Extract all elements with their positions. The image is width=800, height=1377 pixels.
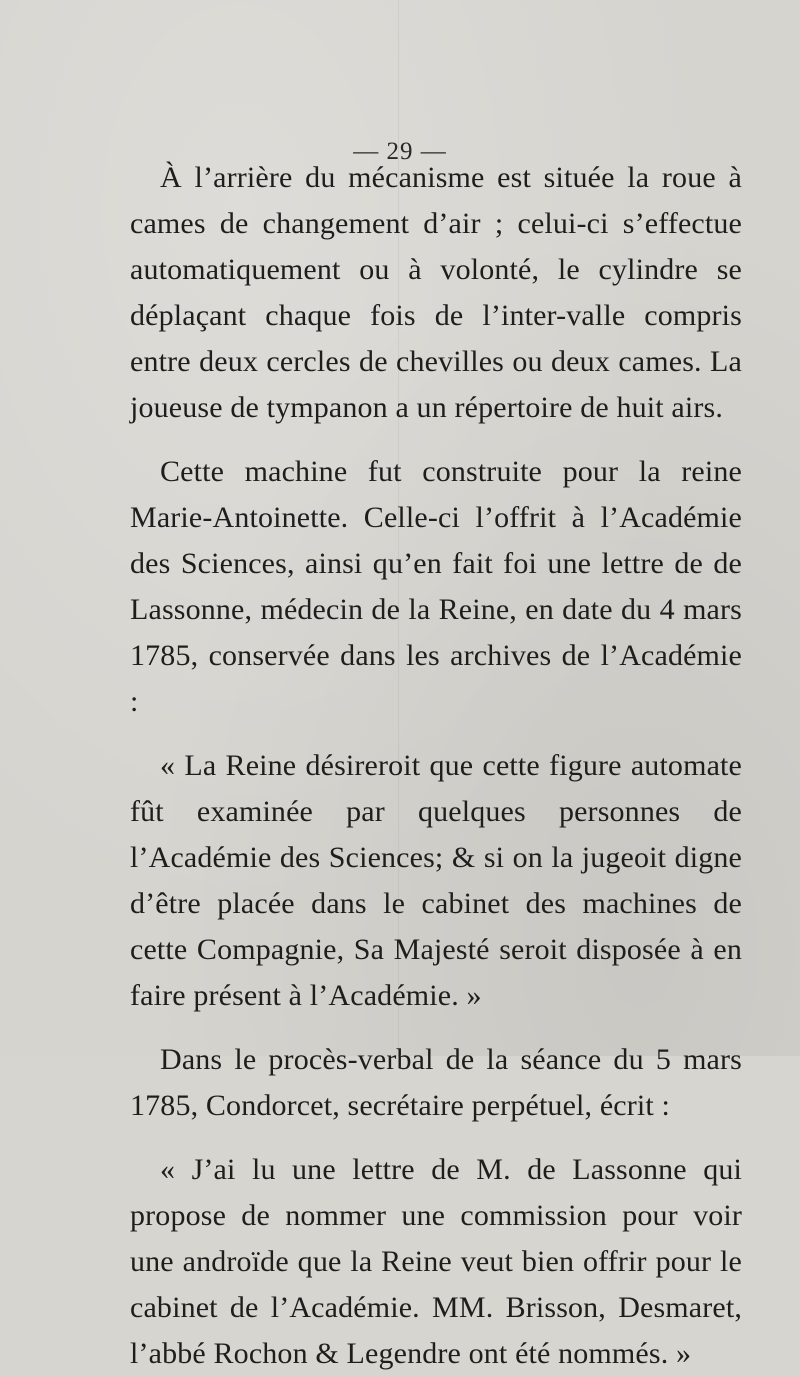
paragraph-letter-quote: « La Reine désireroit que cette figure automate fût examinée par quelques personnes de l’Académie des Sciences; & si on la jugeoit digne d’être placée dans le cabinet des machines de cette Compagnie, Sa Majesté seroit disposée à en faire présent à l’Académie. »: [130, 749, 742, 1012]
body-text: [130, 155, 742, 1377]
paragraph-condorcet-quote: « J’ai lu une lettre de M. de Lassonne qui propose de nommer une commission pour voir une androïde que la Reine veut bien offrir pour le cabinet de l’Académie. MM. Brisson, Desmaret, l’abbé Rochon & Legendre ont été nommés. »: [130, 1153, 742, 1370]
page-number: — 29 —: [353, 138, 447, 165]
paragraph-mechanism: À l’arrière du mécanisme est située la roue à cames de changement d’air ; celui-ci s’effectue automatiquement ou à volonté, le cylindre se déplaçant chaque fois de l’inter-valle compris entre deux cercles de chevilles ou deux cames. La joueuse de tympanon a un répertoire de huit airs.: [130, 161, 742, 424]
paragraph-marie-antoinette: Cette machine fut construite pour la reine Marie-Antoinette. Celle-ci l’offrit à l’Académie des Sciences, ainsi qu’en fait foi une lettre de de Lassonne, médecin de la Reine, en date du 4 mars 1785, conservée dans les archives de l’Académie :: [130, 455, 742, 718]
paragraph-proces-verbal: Dans le procès-verbal de la séance du 5 mars 1785, Condorcet, secrétaire perpétuel, écrit :: [130, 1043, 742, 1122]
